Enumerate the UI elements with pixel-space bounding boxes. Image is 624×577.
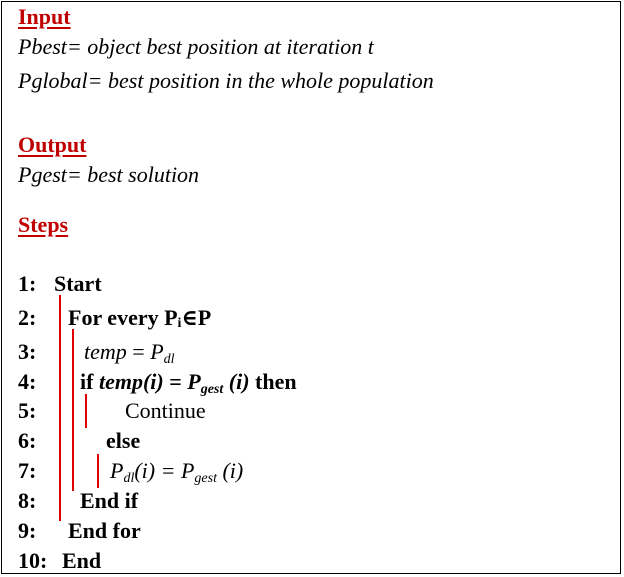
- step-number-1: 1:: [18, 271, 37, 296]
- then-block-guide-line: [85, 394, 87, 428]
- input-line-2: Pglobal= best position in the whole population: [18, 68, 434, 93]
- step-6-else: else: [106, 428, 141, 453]
- input-heading: Input: [18, 4, 71, 29]
- step-number-2: 2:: [18, 305, 37, 330]
- step-3-P: P: [150, 339, 164, 364]
- step-4-P: P: [187, 369, 201, 394]
- step-7-assign: [110, 458, 243, 487]
- step-3-assign: [84, 339, 175, 368]
- step-4-if-keyword: if: [80, 369, 99, 394]
- step-1-start: Start: [54, 271, 102, 296]
- step-number-9: 9:: [18, 518, 37, 543]
- step-7-arg2: (i): [216, 458, 244, 483]
- step-7-P1: P: [110, 458, 124, 483]
- if-block-guide-line: [72, 329, 74, 491]
- step-number-3: 3:: [18, 339, 37, 364]
- step-number-5: 5:: [18, 398, 37, 423]
- step-8-end-if: End if: [80, 488, 139, 513]
- step-2-for-every: [68, 305, 211, 332]
- step-number-4: 4:: [18, 369, 37, 394]
- step-4-subscript: gest: [200, 382, 224, 397]
- step-9-end-for: End for: [68, 518, 141, 543]
- output-heading: Output: [18, 132, 87, 157]
- step-number-10: 10:: [18, 548, 48, 573]
- step-4-if: [80, 369, 297, 398]
- else-block-guide-line: [97, 454, 99, 488]
- step-4-then: then: [249, 369, 297, 394]
- for-block-guide-line: [59, 295, 61, 521]
- step-10-end: End: [62, 548, 102, 573]
- step-3-eq: =: [126, 339, 151, 364]
- step-number-6: 6:: [18, 428, 37, 453]
- step-4-left-expr: temp(i): [98, 369, 164, 394]
- input-line-1: Pbest= object best position at iteration t: [18, 34, 374, 59]
- step-4-arg: (i): [223, 369, 250, 394]
- step-5-continue: Continue: [125, 398, 206, 423]
- step-7-arg1: (i) =: [134, 458, 181, 483]
- step-7-subscript-2: gest: [194, 471, 217, 486]
- steps-heading: Steps: [18, 212, 69, 237]
- step-3-var: temp: [84, 339, 127, 364]
- output-line-1: Pgest= best solution: [18, 162, 200, 187]
- step-7-P2: P: [180, 458, 195, 483]
- step-2-suffix: ∈P: [181, 305, 212, 330]
- step-number-7: 7:: [18, 458, 37, 483]
- step-number-8: 8:: [18, 488, 37, 513]
- step-3-subscript: dl: [163, 352, 175, 367]
- step-2-subscript: i: [177, 316, 182, 331]
- step-7-subscript-1: dl: [123, 471, 135, 486]
- step-4-eq: =: [163, 369, 188, 394]
- step-2-prefix: For every P: [68, 305, 178, 330]
